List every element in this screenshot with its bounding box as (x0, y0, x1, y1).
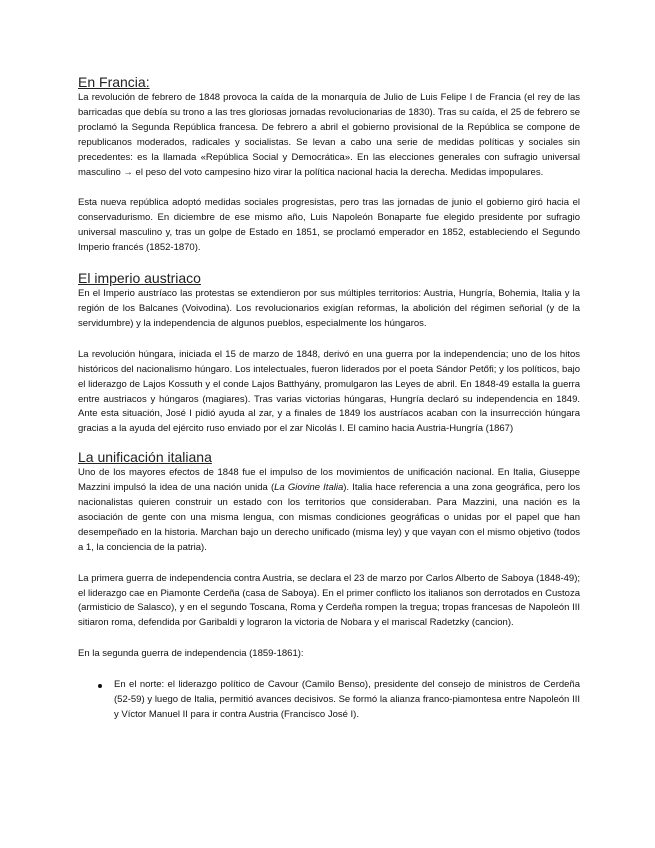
paragraph-austria-2: La revolución húngara, iniciada el 15 de marzo de 1848, derivó en una guerra por la independencia; uno de los hitos históricos del nacionalismo húngaro. Los intelectuales, fueron liderados por el poeta Sándor Petőfi; y los políticos, bajo el liderazgo de Lajos Kossuth y el conde Lajos Batthyány, promulgaron las Leyes de abril. En 1848-49 estalla la guerra entre austriacos y húngaros (magiares). Tras varias victorias húngaras, Hungría declaró su independencia en 1849. Ante esta situación, José I pidió ayuda al zar, y a finales de 1849 los austríacos acaban con la insurrección húngara gracias a la ayuda del ejército ruso enviado por el zar Nicolás I. El camino hacia Austria-Hungría (1867) (78, 348, 580, 435)
paragraph-italia-1: Uno de los mayores efectos de 1848 fue el impulso de los movimientos de unificación nacional. En Italia, Giuseppe Mazzini impulsó la idea de una nación unida (La Giovine Italia). Italia hace referencia a una zona geográfica, pero los nacionalistas quieren construir un estado con los territorios que consideraban. Para Mazzini, una nación es la asociación de gente con una misma lengua, con mismas condiciones geográficas o unidas por el papel que han desempeñado en la historia. Marchan bajo un derecho unificado (misma ley) y que vayan con el mismo objetivo (todos a 1, la conciencia de la patria). (78, 467, 581, 553)
paragraph-italia-3: En la segunda guerra de independencia (1859-1861): (78, 648, 304, 660)
paragraph-francia-2: Esta nueva república adoptó medidas sociales progresistas, pero tras las jornadas de junio el gobierno giró hacia el conservadurismo. En diciembre de ese mismo año, Luis Napoleón Bonaparte fue elegido presidente por sufragio universal masculino y, tras un golpe de Estado en 1851, se proclamó emperador en 1852, estableciendo el Segundo Imperio francés (1852-1870). (78, 197, 580, 254)
paragraph-italia-2: La primera guerra de independencia contra Austria, se declara el 23 de marzo por Carlos Alberto de Saboya (1848-49); el liderazgo cae en Piamonte Cerdeña (casa de Saboya). En el primer conflicto los italianos son derrotados en Custoza (armisticio de Salasco), y en el segundo Toscana, Roma y Cerdeña rompen la tregua; tropas francesas de Napoleón III sitiaron roma, defendida por Garibaldi y lograron la victoria de Nobara y el mariscal Radetzky (cancion). (78, 572, 580, 629)
list-item (78, 678, 580, 723)
document-page (78, 74, 580, 723)
giovine-italia-emphasis: La Giovine Italia (274, 482, 344, 494)
paragraph-francia-1: La revolución de febrero de 1848 provoca la caída de la monarquía de Julio de Luis Felipe I de Francia (el rey de las barricadas que debía su trono a las tres gloriosas jornadas revolucionarias de 1830). Tras su caída, el 25 de febrero se proclamó la Segunda República francesa. De febrero a abril el gobierno provisional de la República se compone de republicanos moderados, radicales y socialistas. Se levan a cabo una serie de medidas políticas y sociales sin precedentes: es la llamada «República Social y Democrática». En las elecciones generales con sufragio universal masculino → el peso del voto campesino hizo virar la política nacional hacia la derecha. Medidas impopulares. (78, 92, 580, 178)
heading-imperio-austriaco: El imperio austriaco (78, 270, 201, 287)
bullet-icon (98, 684, 102, 688)
paragraph-austria-1: En el Imperio austríaco las protestas se extendieron por sus múltiples territorios: Austria, Hungría, Bohemia, Italia y la región de los Balcanes (Voivodina). Los revolucionarios exigían reformas, la abolición del régimen señorial (y de la servidumbre) y la independencia de algunos pueblos, especialmente los húngaros. (78, 288, 580, 329)
list-item-text: En el norte: el liderazgo político de Cavour (Camilo Benso), presidente del consejo de ministros de Cerdeña (52-59) y luego de Italia, permitió avances decisivos. Se formó la alianza franco-piamontesa entre Napoleón III y Víctor Manuel II para ir contra Austria (Francisco José I). (114, 679, 580, 720)
heading-unificacion-italiana: La unificación italiana (78, 449, 212, 466)
heading-francia: En Francia: (78, 74, 150, 90)
bullet-list (78, 678, 580, 723)
